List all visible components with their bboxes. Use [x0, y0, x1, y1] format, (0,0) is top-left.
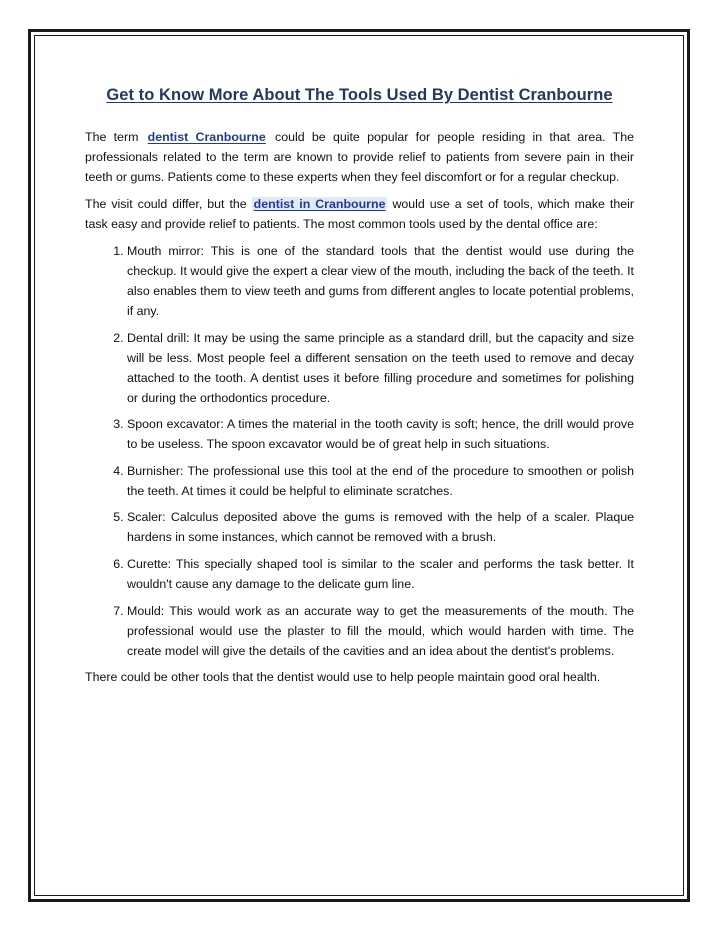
- tools-list: [85, 241, 634, 661]
- list-item-dental-drill: 2. Dental drill: It may be using the same principle as a standard drill, but the capacity and size will be less. Most people feel a different sensation on the teeth used to remove and decay attached to the tooth. A dentist uses it before filling procedure and sometimes for polishing or during the orthodontics procedure.: [127, 328, 634, 408]
- list-item-burnisher: 4. Burnisher: The professional use this tool at the end of the procedure to smoothen or polish the teeth. At times it could be helpful to eliminate scratches.: [127, 461, 634, 501]
- list-item-mould: 7. Mould: This would work as an accurate way to get the measurements of the mouth. The professional would use the plaster to fill the mould, which would harden with time. The create model will give the details of the cavities and an idea about the dentist's problems.: [127, 601, 634, 661]
- visit-text-after: would use a set of tools, which make their task easy and provide relief to patients. The most common tools used by the dental office are:: [85, 197, 635, 231]
- visit-text-before: The visit could differ, but the: [85, 197, 252, 211]
- document-title: Get to Know More About The Tools Used By Dentist Cranbourne: [106, 86, 613, 104]
- intro-text-after: could be quite popular for people residing in that area. The professionals related to the term are known to provide relief to patients from severe pain in their teeth or gums. Patients come to these experts when they feel discomfort or for a regular checkup.: [85, 130, 634, 184]
- dentist-cranbourne-link[interactable]: dentist Cranbourne: [147, 130, 266, 144]
- list-item-mouth-mirror: 1. Mouth mirror: This is one of the standard tools that the dentist would use during the checkup. It would give the expert a clear view of the mouth, including the back of the teeth. It also enables them to view teeth and gums from different angles to locate potential problems, if any.: [127, 241, 634, 321]
- list-item-scaler: 5. Scaler: Calculus deposited above the gums is removed with the help of a scaler. Plaque hardens in some instances, which cannot be removed with a brush.: [127, 507, 634, 547]
- visit-paragraph: [85, 194, 634, 234]
- intro-text-before: The term: [85, 130, 146, 144]
- document-body: [85, 86, 634, 694]
- intro-paragraph: [85, 127, 634, 187]
- closing-paragraph: There could be other tools that the dentist would use to help people maintain good oral health.: [85, 670, 601, 685]
- dentist-in-cranbourne-link[interactable]: dentist in Cranbourne: [253, 197, 386, 211]
- list-item-spoon-excavator: 3. Spoon excavator: A times the material in the tooth cavity is soft; hence, the drill would prove to be useless. The spoon excavator would be of great help in such situations.: [127, 414, 634, 454]
- list-item-curette: 6. Curette: This specially shaped tool is similar to the scaler and performs the task better. It wouldn't cause any damage to the delicate gum line.: [127, 554, 634, 594]
